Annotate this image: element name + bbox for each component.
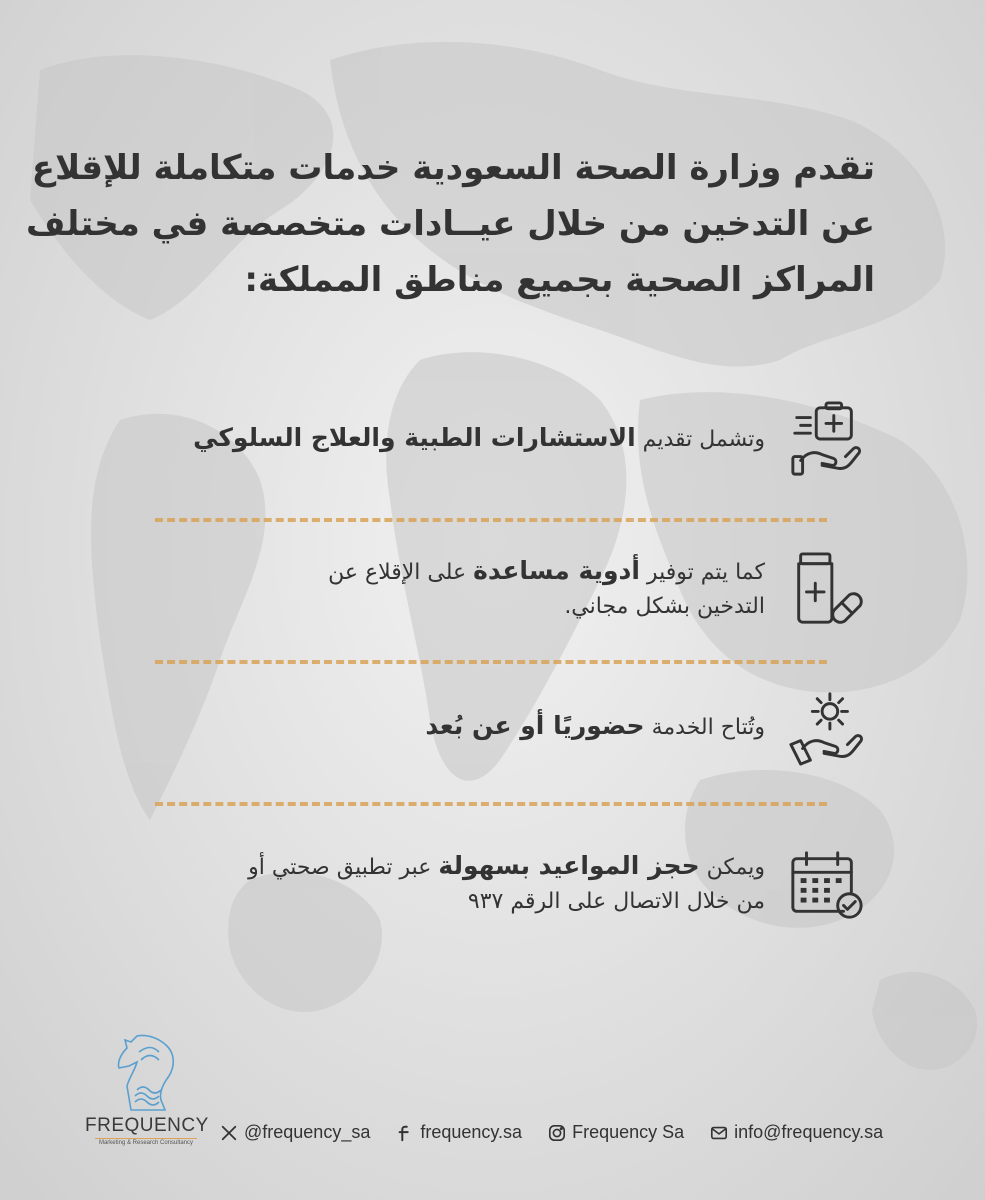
social-facebook[interactable]: frequency.sa	[396, 1122, 522, 1143]
medicine-bottle-icon	[787, 550, 865, 628]
headline-line-3: المراكز الصحية بجميع مناطق المملكة:	[244, 260, 875, 300]
logo-underline	[95, 1138, 197, 1139]
logo-wordmark: FREQUENCY	[85, 1115, 209, 1136]
item-bold-text: أدوية مساعدة	[473, 556, 640, 585]
headline-line-1: تقدم وزارة الصحة السعودية خدمات متكاملة للإقلاع	[31, 148, 875, 188]
item-text: ويمكن حجز المواعيد بسهولة عبر تطبيق صحتي أو من خلال الاتصال على الرقم ٩٣٧	[248, 851, 765, 914]
x-icon	[220, 1124, 238, 1142]
list-item	[105, 688, 865, 766]
item-text: وتُتاح الخدمة حضوريًا أو عن بُعد	[425, 711, 765, 740]
social-x[interactable]: @frequency_sa	[220, 1122, 370, 1143]
frequency-logo	[85, 1030, 209, 1160]
list-item	[105, 400, 865, 478]
medical-consultation-icon	[787, 400, 865, 478]
headline	[26, 140, 875, 308]
headline-line-2: عن التدخين من خلال عيــادات متخصصة في مختلف	[26, 204, 875, 244]
item-bold-text: حضوريًا أو عن بُعد	[425, 711, 645, 740]
list-item	[105, 845, 865, 923]
calendar-check-icon	[787, 845, 865, 923]
facebook-icon	[396, 1124, 414, 1142]
social-email[interactable]: info@frequency.sa	[710, 1122, 883, 1143]
email-icon	[710, 1124, 728, 1142]
item-bold-text: الاستشارات الطبية والعلاج السلوكي	[193, 423, 636, 452]
social-links	[220, 1122, 883, 1143]
instagram-icon	[548, 1124, 566, 1142]
dashed-divider	[155, 660, 827, 664]
item-text: كما يتم توفير أدوية مساعدة على الإقلاع عن التدخين بشكل مجاني.	[328, 556, 765, 619]
hand-gear-icon	[787, 688, 865, 766]
knight-logo-icon	[101, 1030, 191, 1116]
dashed-divider	[155, 518, 827, 522]
list-item	[105, 550, 865, 628]
footer	[85, 1030, 925, 1160]
social-instagram[interactable]: Frequency Sa	[548, 1122, 684, 1143]
logo-tagline: Marketing & Research Consultancy	[98, 1140, 194, 1146]
dashed-divider	[155, 802, 827, 806]
item-text: وتشمل تقديم الاستشارات الطبية والعلاج السلوكي	[193, 423, 765, 452]
item-bold-text: حجز المواعيد بسهولة	[438, 851, 700, 880]
